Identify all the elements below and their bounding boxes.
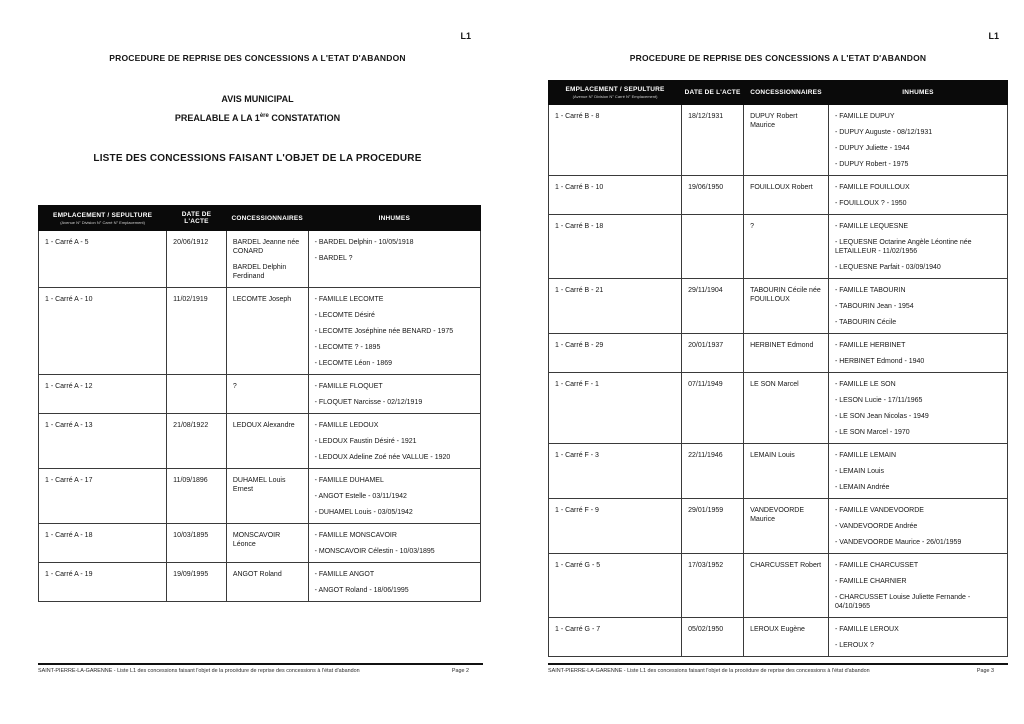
inhume-line: - FAMILLE LE SON bbox=[834, 381, 896, 388]
table-row bbox=[39, 469, 481, 524]
table-row bbox=[549, 499, 1008, 554]
cell-concessionnaires bbox=[226, 469, 308, 524]
cell-date-acte: 20/06/1912 bbox=[167, 231, 227, 288]
cell-concessionnaires bbox=[744, 444, 829, 499]
cell-concessionnaires bbox=[744, 618, 829, 657]
cell-date-acte: 22/11/1946 bbox=[682, 444, 744, 499]
cell-date-acte: 11/02/1919 bbox=[167, 288, 227, 375]
cell-inhumes bbox=[308, 288, 480, 375]
inhume-line: - FAMILLE LEROUX bbox=[834, 626, 899, 633]
inhume-line: - LEROUX ? bbox=[834, 642, 874, 649]
cell-date-acte: 29/01/1959 bbox=[682, 499, 744, 554]
cell-concessionnaires bbox=[744, 373, 829, 444]
footer-text: SAINT-PIERRE-LA-GARENNE - Liste L1 des concessions faisant l'objet de la procédure de reprise des concessions à l'état d'abandon bbox=[38, 668, 360, 674]
cell-date-acte: 19/06/1950 bbox=[682, 176, 744, 215]
prealable-text-pre: PREALABLE A LA 1 bbox=[174, 113, 260, 123]
header-inhumes: INHUMES bbox=[308, 206, 480, 231]
cell-inhumes bbox=[308, 524, 480, 563]
inhume-line: - TABOURIN Jean - 1954 bbox=[834, 303, 914, 310]
inhume-line: - ANGOT Estelle - 03/11/1942 bbox=[314, 493, 407, 500]
inhume-line: - DUPUY Robert - 1975 bbox=[834, 161, 909, 168]
inhume-line: - FAMILLE FOUILLOUX bbox=[834, 184, 910, 191]
inhume-line: - DUPUY Auguste - 08/12/1931 bbox=[834, 129, 933, 136]
header-concessionnaires: CONCESSIONNAIRES bbox=[226, 206, 308, 231]
table-row bbox=[39, 231, 481, 288]
cell-emplacement: 1 - Carré A - 10 bbox=[39, 288, 167, 375]
cell-inhumes bbox=[828, 215, 1007, 279]
inhume-line: - ANGOT Roland - 18/06/1995 bbox=[314, 587, 409, 594]
table-row bbox=[549, 334, 1008, 373]
concessionnaire-line: BARDEL Jeanne née CONARD bbox=[232, 239, 300, 255]
cell-emplacement: 1 - Carré G - 7 bbox=[549, 618, 682, 657]
prealable-heading bbox=[30, 113, 485, 123]
document-page-left bbox=[30, 0, 485, 724]
header-concessionnaires: CONCESSIONNAIRES bbox=[744, 81, 829, 105]
inhume-line: - FAMILLE LEDOUX bbox=[314, 422, 379, 429]
list-title: LISTE DES CONCESSIONS FAISANT L'OBJET DE LA PROCEDURE bbox=[93, 153, 422, 164]
cell-concessionnaires bbox=[226, 524, 308, 563]
cell-inhumes bbox=[308, 563, 480, 602]
cell-concessionnaires bbox=[744, 105, 829, 176]
cell-inhumes bbox=[828, 105, 1007, 176]
table-row bbox=[39, 288, 481, 375]
cell-date-acte bbox=[682, 215, 744, 279]
cell-concessionnaires bbox=[226, 231, 308, 288]
cell-inhumes bbox=[828, 176, 1007, 215]
cell-emplacement: 1 - Carré A - 13 bbox=[39, 414, 167, 469]
inhume-line: - LECOMTE Léon - 1869 bbox=[314, 360, 393, 367]
document-title: PROCEDURE DE REPRISE DES CONCESSIONS A L'ETAT D'ABANDON bbox=[629, 53, 927, 63]
cell-date-acte bbox=[167, 375, 227, 414]
page-number: Page 2 bbox=[451, 668, 469, 674]
concessionnaire-line: CHARCUSSET Robert bbox=[750, 562, 822, 569]
concessions-table bbox=[548, 80, 1008, 657]
cell-concessionnaires bbox=[744, 176, 829, 215]
footer-text: SAINT-PIERRE-LA-GARENNE - Liste L1 des concessions faisant l'objet de la procédure de reprise des concessions à l'état d'abandon bbox=[548, 668, 870, 674]
cell-inhumes bbox=[828, 334, 1007, 373]
avis-municipal-heading: AVIS MUNICIPAL bbox=[221, 94, 294, 104]
inhume-line: - FAMILLE CHARCUSSET bbox=[834, 562, 919, 569]
inhume-line: - FAMILLE MONSCAVOIR bbox=[314, 532, 397, 539]
header-inhumes: INHUMES bbox=[828, 81, 1007, 105]
inhume-line: - BARDEL ? bbox=[314, 255, 353, 262]
cell-date-acte: 21/08/1922 bbox=[167, 414, 227, 469]
corner-label: L1 bbox=[988, 31, 999, 41]
inhume-line: - LECOMTE Joséphine née BENARD - 1975 bbox=[314, 328, 454, 335]
table-header bbox=[39, 206, 481, 231]
header-emplacement-subtext: (Avenue N° Division N° Carré N° Emplacement) bbox=[60, 219, 145, 225]
prealable-text-post: CONSTATATION bbox=[268, 113, 341, 123]
cell-emplacement: 1 - Carré F - 3 bbox=[549, 444, 682, 499]
cell-inhumes bbox=[828, 444, 1007, 499]
concessionnaire-line: DUHAMEL Louis Ernest bbox=[232, 477, 286, 493]
inhume-line: - FAMILLE ANGOT bbox=[314, 571, 375, 578]
cell-emplacement: 1 - Carré B - 29 bbox=[549, 334, 682, 373]
inhume-line: - FLOQUET Narcisse - 02/12/1919 bbox=[314, 399, 423, 406]
cell-inhumes bbox=[828, 618, 1007, 657]
table-body bbox=[39, 231, 481, 602]
inhume-line: - VANDEVOORDE Andrée bbox=[834, 523, 918, 530]
cell-concessionnaires bbox=[226, 288, 308, 375]
table-row bbox=[549, 554, 1008, 618]
table-row bbox=[39, 375, 481, 414]
cell-emplacement: 1 - Carré B - 21 bbox=[549, 279, 682, 334]
table-row bbox=[549, 105, 1008, 176]
inhume-line: - VANDEVOORDE Maurice - 26/01/1959 bbox=[834, 539, 962, 546]
concessionnaire-line: LE SON Marcel bbox=[750, 381, 799, 388]
cell-concessionnaires bbox=[226, 375, 308, 414]
cell-date-acte: 17/03/1952 bbox=[682, 554, 744, 618]
inhume-line: - FAMILLE HERBINET bbox=[834, 342, 906, 349]
inhume-line: - MONSCAVOIR Célestin - 10/03/1895 bbox=[314, 548, 435, 555]
cell-emplacement: 1 - Carré B - 10 bbox=[549, 176, 682, 215]
inhume-line: - TABOURIN Cécile bbox=[834, 319, 897, 326]
cell-date-acte: 19/09/1995 bbox=[167, 563, 227, 602]
cell-inhumes bbox=[828, 554, 1007, 618]
concessionnaire-line: ANGOT Roland bbox=[232, 571, 282, 578]
table-row bbox=[549, 279, 1008, 334]
inhume-line: - LECOMTE Désiré bbox=[314, 312, 375, 319]
table-row bbox=[549, 176, 1008, 215]
page-number: Page 3 bbox=[976, 668, 994, 674]
concessions-table bbox=[38, 205, 481, 602]
cell-concessionnaires bbox=[744, 215, 829, 279]
header-emplacement: EMPLACEMENT / SEPULTURE (Avenue N° Division N° Carré N° Emplacement) bbox=[549, 81, 682, 105]
cell-inhumes bbox=[828, 279, 1007, 334]
cell-date-acte: 07/11/1949 bbox=[682, 373, 744, 444]
table-row bbox=[549, 215, 1008, 279]
ordinal-superscript: ère bbox=[259, 113, 269, 119]
inhume-line: - LECOMTE ? - 1895 bbox=[314, 344, 381, 351]
table-row bbox=[39, 524, 481, 563]
cell-date-acte: 20/01/1937 bbox=[682, 334, 744, 373]
corner-label: L1 bbox=[460, 31, 471, 41]
inhume-line: - LEDOUX Faustin Désiré - 1921 bbox=[314, 438, 417, 445]
inhume-line: - LE SON Marcel - 1970 bbox=[834, 429, 910, 436]
document-page-right bbox=[543, 0, 1013, 724]
cell-emplacement: 1 - Carré F - 9 bbox=[549, 499, 682, 554]
concessionnaire-line: ? bbox=[232, 383, 237, 390]
concessionnaire-line: LEMAIN Louis bbox=[750, 452, 795, 459]
cell-concessionnaires bbox=[226, 563, 308, 602]
inhume-line: - CHARCUSSET Louise Juliette Fernande - 04/10/1965 bbox=[834, 594, 971, 610]
inhume-line: - BARDEL Delphin - 10/05/1918 bbox=[314, 239, 414, 246]
inhume-line: - FAMILLE VANDEVOORDE bbox=[834, 507, 924, 514]
header-date-acte: DATE DE L'ACTE bbox=[167, 206, 227, 231]
cell-date-acte: 11/09/1896 bbox=[167, 469, 227, 524]
concessionnaire-line: LEDOUX Alexandre bbox=[232, 422, 295, 429]
cell-inhumes bbox=[308, 414, 480, 469]
cell-date-acte: 18/12/1931 bbox=[682, 105, 744, 176]
inhume-line: - LEQUESNE Parfait - 03/09/1940 bbox=[834, 264, 941, 271]
cell-date-acte: 29/11/1904 bbox=[682, 279, 744, 334]
cell-date-acte: 05/02/1950 bbox=[682, 618, 744, 657]
cell-concessionnaires bbox=[226, 414, 308, 469]
table-row bbox=[549, 373, 1008, 444]
cell-emplacement: 1 - Carré G - 5 bbox=[549, 554, 682, 618]
inhume-line: - FAMILLE LECOMTE bbox=[314, 296, 384, 303]
header-emplacement-subtext: (Avenue N° Division N° Carré N° Emplacement) bbox=[572, 94, 658, 99]
inhume-line: - FAMILLE FLOQUET bbox=[314, 383, 383, 390]
table-row bbox=[39, 414, 481, 469]
page-footer bbox=[548, 663, 1008, 674]
table-header bbox=[549, 81, 1008, 105]
concessionnaire-line: BARDEL Delphin Ferdinand bbox=[232, 264, 287, 280]
page-footer bbox=[38, 663, 483, 674]
cell-inhumes bbox=[308, 231, 480, 288]
cell-emplacement: 1 - Carré A - 5 bbox=[39, 231, 167, 288]
cell-emplacement: 1 - Carré A - 19 bbox=[39, 563, 167, 602]
inhume-line: - FOUILLOUX ? - 1950 bbox=[834, 200, 907, 207]
cell-inhumes bbox=[828, 499, 1007, 554]
concessionnaire-line: HERBINET Edmond bbox=[750, 342, 814, 349]
concessionnaire-line: MONSCAVOIR Léonce bbox=[232, 532, 281, 548]
cell-emplacement: 1 - Carré F - 1 bbox=[549, 373, 682, 444]
concessionnaire-line: ? bbox=[750, 223, 754, 230]
table-row bbox=[549, 444, 1008, 499]
concessionnaire-line: LEROUX Eugène bbox=[750, 626, 805, 633]
document-title: PROCEDURE DE REPRISE DES CONCESSIONS A L'ETAT D'ABANDON bbox=[109, 53, 406, 63]
inhume-line: - HERBINET Edmond - 1940 bbox=[834, 358, 925, 365]
inhume-line: - LEQUESNE Octarine Angèle Léontine née LETAILLEUR - 11/02/1956 bbox=[834, 239, 972, 255]
inhume-line: - FAMILLE DUPUY bbox=[834, 113, 895, 120]
inhume-line: - DUHAMEL Louis - 03/05/1942 bbox=[314, 509, 413, 516]
inhume-line: - FAMILLE CHARNIER bbox=[834, 578, 907, 585]
cell-emplacement: 1 - Carré B - 8 bbox=[549, 105, 682, 176]
table-row bbox=[549, 618, 1008, 657]
inhume-line: - FAMILLE LEMAIN bbox=[834, 452, 897, 459]
concessionnaire-line: FOUILLOUX Robert bbox=[750, 184, 813, 191]
cell-date-acte: 10/03/1895 bbox=[167, 524, 227, 563]
inhume-line: - LEMAIN Andrée bbox=[834, 484, 890, 491]
inhume-line: - FAMILLE DUHAMEL bbox=[314, 477, 384, 484]
cell-inhumes bbox=[308, 375, 480, 414]
header-date-acte: DATE DE L'ACTE bbox=[682, 81, 744, 105]
inhume-line: - LEDOUX Adeline Zoé née VALLUE - 1920 bbox=[314, 454, 451, 461]
inhume-line: - LEMAIN Louis bbox=[834, 468, 884, 475]
concessionnaire-line: LECOMTE Joseph bbox=[232, 296, 292, 303]
cell-concessionnaires bbox=[744, 334, 829, 373]
cell-concessionnaires bbox=[744, 279, 829, 334]
inhume-line: - DUPUY Juliette - 1944 bbox=[834, 145, 910, 152]
cell-emplacement: 1 - Carré B - 18 bbox=[549, 215, 682, 279]
concessionnaire-line: DUPUY Robert Maurice bbox=[750, 113, 798, 129]
cell-inhumes bbox=[828, 373, 1007, 444]
concessionnaire-line: VANDEVOORDE Maurice bbox=[750, 507, 804, 523]
cell-emplacement: 1 - Carré A - 17 bbox=[39, 469, 167, 524]
table-row bbox=[39, 563, 481, 602]
cell-emplacement: 1 - Carré A - 18 bbox=[39, 524, 167, 563]
header-emplacement: EMPLACEMENT / SEPULTURE (Avenue N° Division N° Carré N° Emplacement) bbox=[39, 206, 167, 231]
inhume-line: - FAMILLE TABOURIN bbox=[834, 287, 906, 294]
inhume-line: - LE SON Jean Nicolas - 1949 bbox=[834, 413, 929, 420]
cell-emplacement: 1 - Carré A - 12 bbox=[39, 375, 167, 414]
inhume-line: - LESON Lucie - 17/11/1965 bbox=[834, 397, 923, 404]
cell-concessionnaires bbox=[744, 554, 829, 618]
cell-concessionnaires bbox=[744, 499, 829, 554]
table-body bbox=[549, 105, 1008, 657]
cell-inhumes bbox=[308, 469, 480, 524]
inhume-line: - FAMILLE LEQUESNE bbox=[834, 223, 909, 230]
concessionnaire-line: TABOURIN Cécile née FOUILLOUX bbox=[750, 287, 821, 303]
